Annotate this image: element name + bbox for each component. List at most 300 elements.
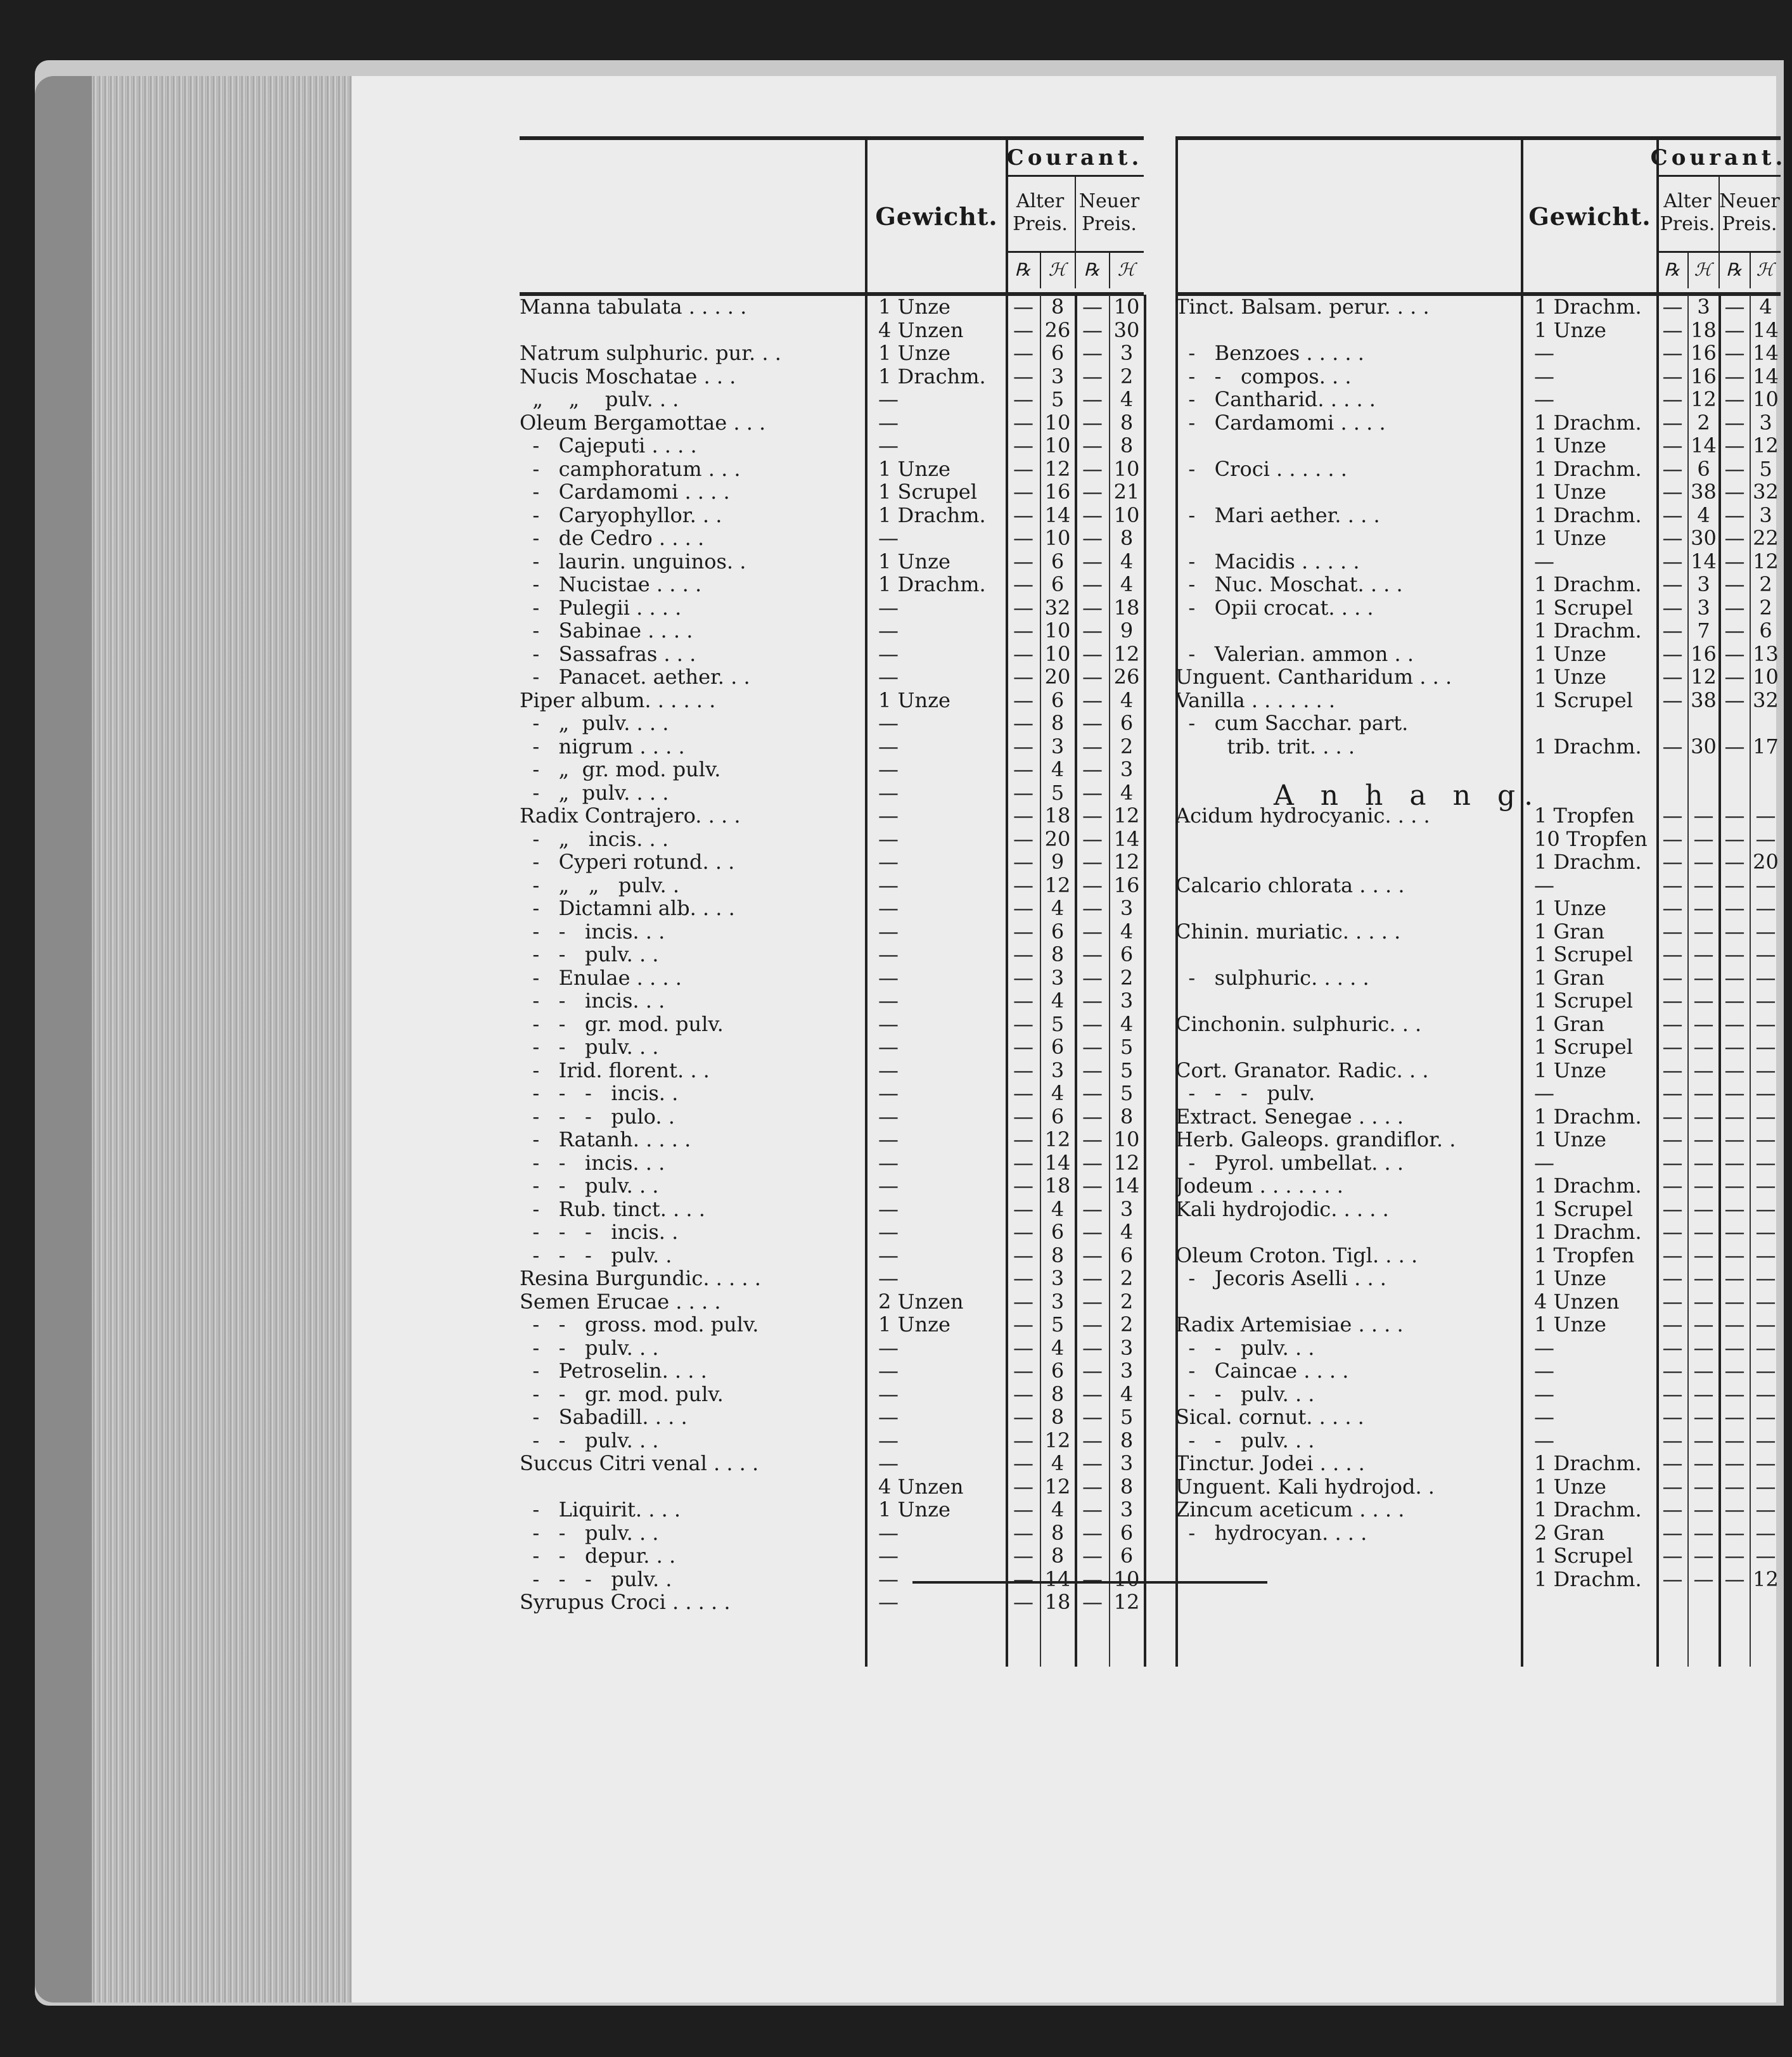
new-rt-cell: — bbox=[1082, 965, 1103, 990]
new-gr-cell: 10 bbox=[1753, 387, 1779, 411]
table-row bbox=[520, 781, 1144, 804]
item-name-cell: Unguent. Kali hydrojod. . bbox=[1175, 1474, 1435, 1499]
right-column bbox=[1175, 136, 1787, 1667]
old-gr-cell: 4 bbox=[1051, 1081, 1065, 1105]
old-rt-cell: — bbox=[1013, 618, 1034, 643]
new-rt-cell: — bbox=[1724, 896, 1745, 920]
table-row bbox=[1175, 896, 1781, 920]
table-row bbox=[1175, 618, 1781, 642]
new-gr-cell: 12 bbox=[1113, 804, 1140, 828]
table-row bbox=[520, 572, 1144, 596]
old-gr-cell: — bbox=[1693, 1567, 1714, 1591]
old-gr-cell: 8 bbox=[1051, 942, 1065, 966]
table-row bbox=[1175, 1058, 1781, 1082]
old-gr-cell: 16 bbox=[1044, 480, 1071, 504]
new-rt-cell: — bbox=[1724, 1174, 1745, 1198]
table-row bbox=[520, 1058, 1144, 1082]
table-row bbox=[1175, 850, 1781, 873]
old-rt-cell: — bbox=[1662, 503, 1683, 527]
item-name-cell: - Mari aether. . . . bbox=[1175, 503, 1380, 527]
old-rt-cell: — bbox=[1013, 503, 1034, 527]
old-rt-cell: — bbox=[1013, 480, 1034, 504]
table-row bbox=[1175, 804, 1781, 827]
old-gr-cell: 20 bbox=[1044, 826, 1071, 851]
new-rt-cell: — bbox=[1724, 1243, 1745, 1267]
new-gr-cell: 9 bbox=[1120, 618, 1134, 643]
old-rt-cell: — bbox=[1662, 526, 1683, 550]
weight-cell: — bbox=[878, 1104, 899, 1129]
new-rt-cell: — bbox=[1082, 1428, 1103, 1452]
new-rt-cell: — bbox=[1082, 734, 1103, 759]
weight-cell: — bbox=[878, 595, 899, 620]
table-row bbox=[1175, 1544, 1781, 1567]
new-gr-cell: 4 bbox=[1120, 919, 1134, 944]
item-name-cell: - Cardamomi . . . . bbox=[1175, 410, 1386, 435]
new-gr-cell: — bbox=[1755, 965, 1776, 990]
old-rt-cell: — bbox=[1013, 734, 1034, 759]
weight-cell: — bbox=[878, 1335, 899, 1360]
new-rt-cell: — bbox=[1724, 387, 1745, 411]
new-rt-cell: — bbox=[1082, 1220, 1103, 1244]
new-rt-cell: — bbox=[1082, 595, 1103, 620]
weight-cell: 1 Unze bbox=[1534, 665, 1606, 689]
new-rt-cell: — bbox=[1082, 503, 1103, 527]
new-rt-cell: — bbox=[1082, 919, 1103, 944]
new-rt-cell: — bbox=[1082, 1335, 1103, 1360]
old-gr-cell: 6 bbox=[1051, 1035, 1065, 1059]
new-rt-cell: — bbox=[1724, 549, 1745, 574]
old-rt-cell: — bbox=[1662, 804, 1683, 828]
old-gr-cell: 6 bbox=[1051, 688, 1065, 712]
old-rt-cell: — bbox=[1013, 317, 1034, 342]
new-rt-cell: — bbox=[1082, 549, 1103, 574]
new-gr-cell: 21 bbox=[1113, 480, 1140, 504]
old-gr-cell: — bbox=[1693, 1104, 1714, 1129]
old-gr-cell: 6 bbox=[1051, 549, 1065, 574]
new-gr-cell: — bbox=[1755, 1081, 1776, 1105]
weight-cell: — bbox=[878, 989, 899, 1013]
old-rt-cell: — bbox=[1013, 1196, 1034, 1221]
old-rt-cell: — bbox=[1662, 1035, 1683, 1059]
old-rt-cell: — bbox=[1013, 711, 1034, 735]
new-rt-cell: — bbox=[1724, 1544, 1745, 1568]
old-rt-cell: — bbox=[1013, 1058, 1034, 1082]
item-name-cell: Zincum aceticum . . . . bbox=[1175, 1497, 1405, 1522]
weight-cell: — bbox=[878, 919, 899, 944]
new-rt-cell: — bbox=[1724, 1428, 1745, 1452]
table-row bbox=[520, 1174, 1144, 1197]
new-gr-cell: — bbox=[1755, 1243, 1776, 1267]
new-gr-cell: 3 bbox=[1120, 341, 1134, 365]
table-row bbox=[520, 1451, 1144, 1475]
old-rt-cell: — bbox=[1662, 295, 1683, 319]
weight-cell: 1 Unze bbox=[1534, 1058, 1606, 1082]
weight-cell: 1 Unze bbox=[878, 341, 950, 365]
new-gr-cell: 2 bbox=[1120, 1289, 1134, 1314]
weight-cell: 1 Drachm. bbox=[1534, 503, 1642, 527]
old-rt-cell: — bbox=[1013, 641, 1034, 666]
old-gr-cell: 5 bbox=[1051, 387, 1065, 411]
new-gr-cell: 10 bbox=[1753, 665, 1779, 689]
old-gr-cell: 18 bbox=[1044, 1590, 1071, 1614]
table-row bbox=[1175, 549, 1781, 573]
weight-cell: — bbox=[878, 1243, 899, 1267]
weight-cell: — bbox=[878, 665, 899, 689]
new-gr-cell: 8 bbox=[1120, 1474, 1134, 1499]
item-name-cell: Piper album. . . . . . bbox=[520, 688, 716, 712]
weight-cell: — bbox=[878, 1081, 899, 1105]
new-gr-cell: 2 bbox=[1120, 1266, 1134, 1290]
new-rt-cell: — bbox=[1724, 1381, 1745, 1406]
weight-cell: 10 Tropfen bbox=[1534, 826, 1648, 851]
old-gr-cell: 10 bbox=[1044, 526, 1071, 550]
table-row bbox=[520, 503, 1144, 527]
item-name-cell: trib. trit. . . . bbox=[1175, 734, 1355, 759]
new-rt-cell: — bbox=[1724, 1405, 1745, 1429]
new-rt-cell: — bbox=[1724, 1127, 1745, 1151]
currency-rt: ℞ bbox=[1075, 251, 1110, 288]
item-name-cell: - „ incis. . . bbox=[520, 826, 669, 851]
old-rt-cell: — bbox=[1662, 1243, 1683, 1267]
new-gr-cell: — bbox=[1755, 1035, 1776, 1059]
table-row bbox=[1175, 503, 1781, 527]
old-gr-cell: 3 bbox=[1051, 965, 1065, 990]
new-gr-cell: 10 bbox=[1113, 1127, 1140, 1151]
old-gr-cell: 12 bbox=[1691, 665, 1717, 689]
new-rt-cell: — bbox=[1724, 1289, 1745, 1314]
old-rt-cell: — bbox=[1662, 595, 1683, 620]
table-row bbox=[520, 734, 1144, 758]
table-row bbox=[520, 966, 1144, 989]
old-rt-cell: — bbox=[1013, 688, 1034, 712]
old-gr-cell: 4 bbox=[1051, 1196, 1065, 1221]
item-name-cell: - - incis. . . bbox=[520, 919, 665, 944]
old-rt-cell: — bbox=[1013, 1474, 1034, 1499]
new-rt-cell: — bbox=[1082, 387, 1103, 411]
weight-cell: — bbox=[878, 641, 899, 666]
new-gr-cell: — bbox=[1755, 1428, 1776, 1452]
new-gr-cell: 5 bbox=[1120, 1058, 1134, 1082]
table-row bbox=[1175, 480, 1781, 503]
old-gr-cell: 3 bbox=[1051, 734, 1065, 759]
new-gr-cell: — bbox=[1755, 1312, 1776, 1336]
item-name-cell: Cinchonin. sulphuric. . . bbox=[1175, 1011, 1422, 1036]
table-row bbox=[520, 711, 1144, 734]
item-name-cell: Sical. cornut. . . . . bbox=[1175, 1405, 1364, 1429]
table-row bbox=[520, 295, 1144, 318]
table-row bbox=[1175, 1105, 1781, 1128]
new-rt-cell: — bbox=[1724, 965, 1745, 990]
old-gr-cell: 16 bbox=[1691, 364, 1717, 388]
weight-cell: — bbox=[878, 873, 899, 897]
item-name-cell: - sulphuric. . . . . bbox=[1175, 965, 1369, 990]
weight-cell: 1 Unze bbox=[1534, 1312, 1606, 1336]
new-rt-cell: — bbox=[1082, 480, 1103, 504]
new-rt-cell: — bbox=[1724, 433, 1745, 458]
new-gr-cell: 14 bbox=[1113, 1174, 1140, 1198]
old-rt-cell: — bbox=[1013, 1243, 1034, 1267]
old-gr-cell: 8 bbox=[1051, 1405, 1065, 1429]
item-name-cell: Resina Burgundic. . . . . bbox=[520, 1266, 761, 1290]
old-rt-cell: — bbox=[1013, 456, 1034, 481]
old-rt-cell: — bbox=[1013, 804, 1034, 828]
old-gr-cell: — bbox=[1693, 1428, 1714, 1452]
item-name-cell: - - pulv. . . bbox=[520, 1428, 659, 1452]
new-gr-cell: 4 bbox=[1120, 688, 1134, 712]
weight-cell: — bbox=[878, 387, 899, 411]
new-gr-cell: 6 bbox=[1120, 1520, 1134, 1545]
old-rt-cell: — bbox=[1662, 1451, 1683, 1475]
weight-cell: 1 Scrupel bbox=[1534, 1196, 1633, 1221]
old-rt-cell: — bbox=[1662, 1428, 1683, 1452]
table-row bbox=[1175, 966, 1781, 989]
old-gr-cell: 10 bbox=[1044, 641, 1071, 666]
table-row bbox=[1175, 1127, 1781, 1151]
old-rt-cell: — bbox=[1013, 1011, 1034, 1036]
old-rt-cell: — bbox=[1662, 665, 1683, 689]
item-name-cell: - Cardamomi . . . . bbox=[520, 480, 730, 504]
old-rt-cell: — bbox=[1662, 456, 1683, 481]
old-rt-cell: — bbox=[1662, 410, 1683, 435]
old-gr-cell: 4 bbox=[1051, 757, 1065, 781]
new-rt-cell: — bbox=[1082, 456, 1103, 481]
new-gr-cell: 17 bbox=[1753, 734, 1779, 759]
new-rt-cell: — bbox=[1724, 873, 1745, 897]
weight-cell: — bbox=[1534, 1381, 1554, 1406]
item-name-cell: - cum Sacchar. part. bbox=[1175, 711, 1409, 735]
old-gr-cell: 3 bbox=[1697, 295, 1710, 319]
old-gr-cell: 12 bbox=[1044, 1428, 1071, 1452]
weight-cell: — bbox=[878, 757, 899, 781]
old-gr-cell: 8 bbox=[1051, 295, 1065, 319]
weight-cell: 2 Unzen bbox=[878, 1289, 964, 1314]
item-name-cell: - - - pulo. . bbox=[520, 1104, 675, 1129]
old-rt-cell: — bbox=[1662, 1567, 1683, 1591]
table-row bbox=[520, 642, 1144, 665]
new-gr-cell: — bbox=[1755, 896, 1776, 920]
item-name-cell: - Ratanh. . . . . bbox=[520, 1127, 691, 1151]
new-rt-cell: — bbox=[1724, 1104, 1745, 1129]
old-gr-cell: — bbox=[1693, 1174, 1714, 1198]
old-rt-cell: — bbox=[1013, 780, 1034, 805]
weight-cell: — bbox=[878, 850, 899, 874]
old-gr-cell: 6 bbox=[1051, 1359, 1065, 1383]
old-rt-cell: — bbox=[1662, 1289, 1683, 1314]
table-row bbox=[1175, 457, 1781, 480]
new-rt-cell: — bbox=[1082, 1312, 1103, 1336]
new-rt-cell: — bbox=[1724, 1150, 1745, 1175]
table-row bbox=[520, 665, 1144, 688]
weight-cell: — bbox=[878, 1266, 899, 1290]
old-gr-cell: 38 bbox=[1691, 688, 1717, 712]
table-row bbox=[1175, 572, 1781, 596]
weight-cell: 1 Drachm. bbox=[1534, 410, 1642, 435]
old-gr-cell: — bbox=[1693, 1381, 1714, 1406]
weight-cell: 4 Unzen bbox=[878, 1474, 964, 1499]
old-gr-cell: 18 bbox=[1044, 804, 1071, 828]
weight-cell: — bbox=[878, 734, 899, 759]
table-row bbox=[520, 387, 1144, 411]
new-gr-cell: — bbox=[1755, 804, 1776, 828]
table-row bbox=[1175, 1521, 1781, 1544]
old-rt-cell: — bbox=[1662, 341, 1683, 365]
item-name-cell: Oleum Bergamottae . . . bbox=[520, 410, 766, 435]
old-gr-cell: — bbox=[1693, 1312, 1714, 1336]
new-rt-cell: — bbox=[1082, 711, 1103, 735]
item-name-cell: - - pulv. . . bbox=[1175, 1381, 1315, 1406]
item-name-cell: Tinctur. Jodei . . . . bbox=[1175, 1451, 1365, 1475]
new-gr-cell: 5 bbox=[1120, 1035, 1134, 1059]
weight-cell: — bbox=[878, 942, 899, 966]
old-gr-cell: 3 bbox=[1051, 1266, 1065, 1290]
old-gr-cell: — bbox=[1693, 1520, 1714, 1545]
old-rt-cell: — bbox=[1013, 1081, 1034, 1105]
new-rt-cell: — bbox=[1082, 1104, 1103, 1129]
new-rt-cell: — bbox=[1082, 873, 1103, 897]
item-name-cell: - Nuc. Moschat. . . . bbox=[1175, 572, 1403, 596]
item-name-cell: Herb. Galeops. grandiflor. . bbox=[1175, 1127, 1456, 1151]
table-row bbox=[520, 1359, 1144, 1382]
old-rt-cell: — bbox=[1013, 364, 1034, 388]
weight-cell: 1 Drachm. bbox=[878, 572, 986, 596]
weight-cell: 1 Unze bbox=[1534, 896, 1606, 920]
new-gr-cell: 2 bbox=[1120, 965, 1134, 990]
new-rt-cell: — bbox=[1082, 757, 1103, 781]
new-gr-cell: 4 bbox=[1120, 572, 1134, 596]
old-rt-cell: — bbox=[1662, 1266, 1683, 1290]
item-name-cell: - Irid. florent. . . bbox=[520, 1058, 710, 1082]
new-gr-cell: 4 bbox=[1120, 549, 1134, 574]
old-gr-cell: 3 bbox=[1697, 572, 1710, 596]
item-name-cell: - „ pulv. . . . bbox=[520, 711, 669, 735]
neuer-preis-header: Neuer Preis. bbox=[1718, 175, 1781, 253]
item-name-cell: Semen Erucae . . . . bbox=[520, 1289, 721, 1314]
weight-cell: 1 Unze bbox=[878, 456, 950, 481]
new-rt-cell: — bbox=[1082, 1590, 1103, 1614]
new-gr-cell: 5 bbox=[1120, 1081, 1134, 1105]
new-gr-cell: 2 bbox=[1759, 595, 1772, 620]
weight-cell: 1 Unze bbox=[878, 1312, 950, 1336]
item-name-cell: - - incis. . . bbox=[520, 1150, 665, 1175]
old-gr-cell: 6 bbox=[1051, 1104, 1065, 1129]
new-gr-cell: 8 bbox=[1120, 410, 1134, 435]
table-row bbox=[520, 873, 1144, 897]
new-rt-cell: — bbox=[1724, 341, 1745, 365]
weight-cell: — bbox=[878, 1590, 899, 1614]
weight-cell: — bbox=[878, 1196, 899, 1221]
table-row bbox=[520, 1035, 1144, 1058]
weight-cell: — bbox=[878, 618, 899, 643]
old-rt-cell: — bbox=[1662, 1520, 1683, 1545]
table-row bbox=[1175, 1243, 1781, 1267]
item-name-cell: Succus Citri venal . . . . bbox=[520, 1451, 759, 1475]
old-rt-cell: — bbox=[1013, 942, 1034, 966]
new-gr-cell: 4 bbox=[1759, 295, 1772, 319]
table-row bbox=[1175, 642, 1781, 665]
new-rt-cell: — bbox=[1082, 1567, 1103, 1591]
weight-cell: — bbox=[878, 1520, 899, 1545]
old-rt-cell: — bbox=[1662, 1196, 1683, 1221]
old-rt-cell: — bbox=[1662, 387, 1683, 411]
old-gr-cell: — bbox=[1693, 1081, 1714, 1105]
right-rows bbox=[1175, 295, 1781, 1667]
new-rt-cell: — bbox=[1724, 989, 1745, 1013]
old-gr-cell: 6 bbox=[1051, 1220, 1065, 1244]
old-rt-cell: — bbox=[1013, 965, 1034, 990]
new-gr-cell: 6 bbox=[1759, 618, 1772, 643]
old-gr-cell: 12 bbox=[1044, 873, 1071, 897]
old-rt-cell: — bbox=[1013, 873, 1034, 897]
item-name-cell: - Cyperi rotund. . . bbox=[520, 850, 735, 874]
weight-cell: — bbox=[1534, 341, 1554, 365]
old-rt-cell: — bbox=[1013, 341, 1034, 365]
weight-cell: 1 Drachm. bbox=[1534, 1220, 1642, 1244]
new-rt-cell: — bbox=[1724, 942, 1745, 966]
new-rt-cell: — bbox=[1724, 1081, 1745, 1105]
old-rt-cell: — bbox=[1013, 295, 1034, 319]
new-gr-cell: 3 bbox=[1120, 1335, 1134, 1360]
new-gr-cell: 3 bbox=[1120, 757, 1134, 781]
new-gr-cell: 6 bbox=[1120, 1243, 1134, 1267]
anhang-heading: A n h a n g. bbox=[1274, 779, 1542, 812]
item-name-cell: - - - pulv. . bbox=[520, 1567, 672, 1591]
new-gr-cell: 16 bbox=[1113, 873, 1140, 897]
old-rt-cell: — bbox=[1662, 480, 1683, 504]
weight-cell: 1 Unze bbox=[1534, 641, 1606, 666]
item-name-cell: - Sabinae . . . . bbox=[520, 618, 693, 643]
new-gr-cell: 32 bbox=[1753, 688, 1779, 712]
old-rt-cell: — bbox=[1013, 850, 1034, 874]
old-rt-cell: — bbox=[1662, 1474, 1683, 1499]
table-row bbox=[520, 1220, 1144, 1243]
old-gr-cell: — bbox=[1693, 919, 1714, 944]
old-gr-cell: — bbox=[1693, 1035, 1714, 1059]
new-rt-cell: — bbox=[1724, 1312, 1745, 1336]
item-name-cell: - laurin. unguinos. . bbox=[520, 549, 746, 574]
new-gr-cell: 2 bbox=[1120, 1312, 1134, 1336]
weight-cell: 1 Scrupel bbox=[1534, 1035, 1633, 1059]
item-name-cell: - - pulv. . . bbox=[1175, 1335, 1315, 1360]
table-row bbox=[520, 1336, 1144, 1359]
table-row bbox=[1175, 318, 1781, 342]
item-name-cell: - Liquirit. . . . bbox=[520, 1497, 681, 1522]
weight-cell: — bbox=[1534, 1405, 1554, 1429]
old-gr-cell: — bbox=[1693, 850, 1714, 874]
bottom-rule bbox=[912, 1581, 1267, 1584]
new-gr-cell: — bbox=[1755, 826, 1776, 851]
old-gr-cell: 32 bbox=[1044, 595, 1071, 620]
table-row bbox=[1175, 387, 1781, 411]
new-rt-cell: — bbox=[1082, 1520, 1103, 1545]
table-row bbox=[1175, 665, 1781, 688]
table-row bbox=[520, 433, 1144, 457]
new-rt-cell: — bbox=[1724, 919, 1745, 944]
table-row bbox=[520, 757, 1144, 781]
new-gr-cell: 4 bbox=[1120, 780, 1134, 805]
new-gr-cell: — bbox=[1755, 1011, 1776, 1036]
item-name-cell: - - - incis. . bbox=[520, 1081, 679, 1105]
new-gr-cell: 10 bbox=[1113, 456, 1140, 481]
new-gr-cell: — bbox=[1755, 1335, 1776, 1360]
new-rt-cell: — bbox=[1724, 1011, 1745, 1036]
weight-cell: — bbox=[878, 1058, 899, 1082]
table-row bbox=[520, 1475, 1144, 1498]
table-row bbox=[1175, 1497, 1781, 1521]
old-gr-cell: — bbox=[1693, 826, 1714, 851]
new-rt-cell: — bbox=[1724, 1567, 1745, 1591]
weight-cell: — bbox=[878, 1220, 899, 1244]
weight-cell: — bbox=[878, 1174, 899, 1198]
